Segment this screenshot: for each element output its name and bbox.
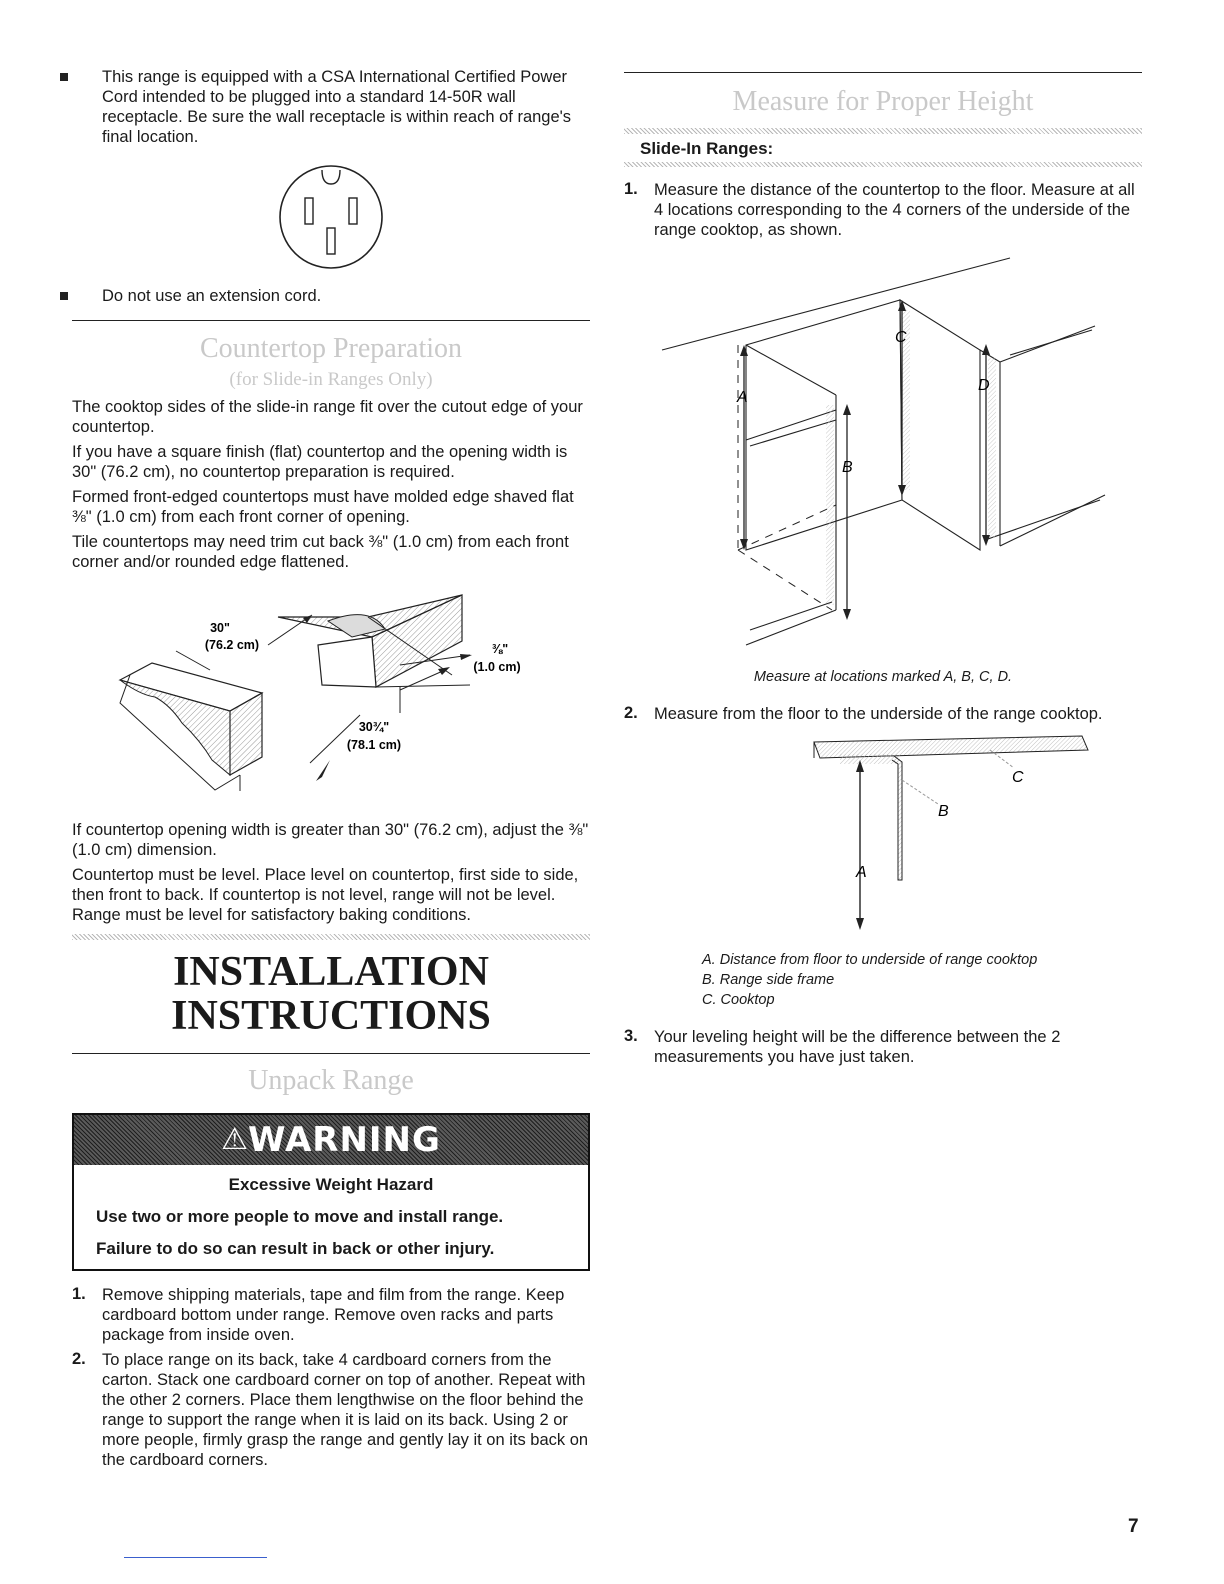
label-78cm: (78.1 cm) <box>346 738 402 752</box>
measure-step-1 <box>624 180 1142 240</box>
warning-hazard: Excessive Weight Hazard <box>228 1175 434 1194</box>
figure2-legend <box>702 950 1142 1010</box>
hatched-divider <box>624 162 1142 167</box>
unpack-step-1 <box>72 1285 592 1345</box>
legend-item: B. Range side frame <box>702 972 835 988</box>
step-text: Remove shipping materials, tape and film from the range. Keep cardboard bottom under range. Remove oven racks and parts package from inside oven. <box>102 1286 565 1344</box>
divider <box>72 1053 590 1054</box>
label-c: C <box>895 329 907 346</box>
label-d: D <box>978 377 990 394</box>
label-a: A <box>737 389 748 406</box>
section-title-line1: INSTALLATION <box>173 949 489 995</box>
countertop-p5: If countertop opening width is greater than 30" (76.2 cm), adjust the ⅜" (1.0 cm) dimension. <box>72 821 589 859</box>
outlet-14-50r-icon <box>276 162 386 272</box>
hatched-divider <box>624 128 1142 134</box>
label-30in: 30" <box>210 621 230 635</box>
label-1cm: (1.0 cm) <box>473 660 521 674</box>
legend-item: A. Distance from floor to underside of range cooktop <box>702 952 1038 968</box>
label-c: C <box>1012 769 1024 786</box>
divider <box>72 320 590 321</box>
step-number: 1. <box>624 180 638 198</box>
countertop-subtitle: (for Slide-in Ranges Only) <box>229 369 433 390</box>
step-number: 2. <box>72 1350 86 1368</box>
page-number: 7 <box>1128 1516 1139 1537</box>
section-title-line2: INSTRUCTIONS <box>171 993 491 1039</box>
countertop-title: Countertop Preparation <box>199 333 463 364</box>
unpack-range-title: Unpack Range <box>248 1065 414 1096</box>
step-number: 3. <box>624 1027 638 1045</box>
bullet-marker <box>60 292 68 300</box>
label-a: A <box>856 864 867 881</box>
step-text: Measure the distance of the countertop to the floor. Measure at all 4 locations corresponding to the 4 corners of the underside of the range cooktop, as shown. <box>654 181 1135 239</box>
countertop-paragraphs <box>72 397 592 572</box>
cooktop-profile-diagram <box>810 730 1110 940</box>
warning-header-bar <box>74 1115 588 1165</box>
step-text: Measure from the floor to the underside of the range cooktop. <box>654 705 1103 723</box>
range-measurement-diagram <box>640 250 1120 660</box>
warning-box <box>72 1113 590 1271</box>
figure1-caption: Measure at locations marked A, B, C, D. <box>753 669 1013 685</box>
measure-step-2 <box>624 704 1144 724</box>
warning-triangle-icon: ⚠ <box>221 1123 248 1156</box>
countertop-cutout-diagram <box>100 585 540 805</box>
unpack-steps <box>72 1285 592 1470</box>
countertop-p3: Formed front-edged countertops must have molded edge shaved flat ⅜" (1.0 cm) from each front corner of opening. <box>72 488 574 526</box>
measure-step-3 <box>624 1027 1124 1067</box>
unpack-step-2 <box>72 1350 592 1470</box>
step-number: 2. <box>624 704 638 722</box>
countertop-p4: Tile countertops may need trim cut back ⅜" (1.0 cm) from each front corner and/or rounded edge flattened. <box>72 533 569 571</box>
footnote-rule <box>124 1557 267 1558</box>
warning-line1: Use two or more people to move and install range. <box>96 1207 504 1226</box>
extension-cord-text: Do not use an extension cord. <box>102 287 322 305</box>
countertop-p6: Countertop must be level. Place level on countertop, first side to side, then front to back. If countertop is not level, range will not be level. Range must be level for satisfactory baking conditions. <box>72 866 579 924</box>
warning-header: WARNING <box>247 1120 441 1160</box>
label-b: B <box>938 803 949 820</box>
label-76cm: (76.2 cm) <box>204 638 260 652</box>
legend-item: C. Cooktop <box>702 992 775 1008</box>
label-b: B <box>842 459 853 476</box>
slide-in-subheading: Slide-In Ranges: <box>640 139 774 158</box>
step-text: To place range on its back, take 4 cardboard corners from the carton. Stack one cardboard corner on top of another. Repeat with the other 2 corners. Place them lengthwise on the floor behind the range to support the range when it is laid on its back. Using 2 or more people, firmly grasp the range and gently lay it on its back on the cardboard corners. <box>102 1351 589 1469</box>
label-3034in: 30¾" <box>358 720 390 734</box>
step-number: 1. <box>72 1285 86 1303</box>
bullet-marker <box>60 73 68 81</box>
countertop-p1: The cooktop sides of the slide-in range fit over the cutout edge of your countertop. <box>72 398 583 436</box>
countertop-paragraphs-2 <box>72 820 592 925</box>
power-cord-text: This range is equipped with a CSA International Certified Power Cord intended to be plugged into a standard 14-50R wall receptacle. Be sure the wall receptacle is within reach of range's final location. <box>102 68 572 146</box>
hatched-divider <box>72 934 590 940</box>
divider <box>624 72 1142 73</box>
countertop-p2: If you have a square finish (flat) countertop and the opening width is 30" (76.2 cm), no countertop preparation is required. <box>72 443 568 481</box>
section-title <box>72 950 590 1038</box>
measure-height-title: Measure for Proper Height <box>732 86 1034 117</box>
step-text: Your leveling height will be the difference between the 2 measurements you have just taken. <box>654 1028 1061 1066</box>
label-38in: ⅜" <box>491 642 509 656</box>
warning-line2: Failure to do so can result in back or other injury. <box>96 1239 495 1258</box>
